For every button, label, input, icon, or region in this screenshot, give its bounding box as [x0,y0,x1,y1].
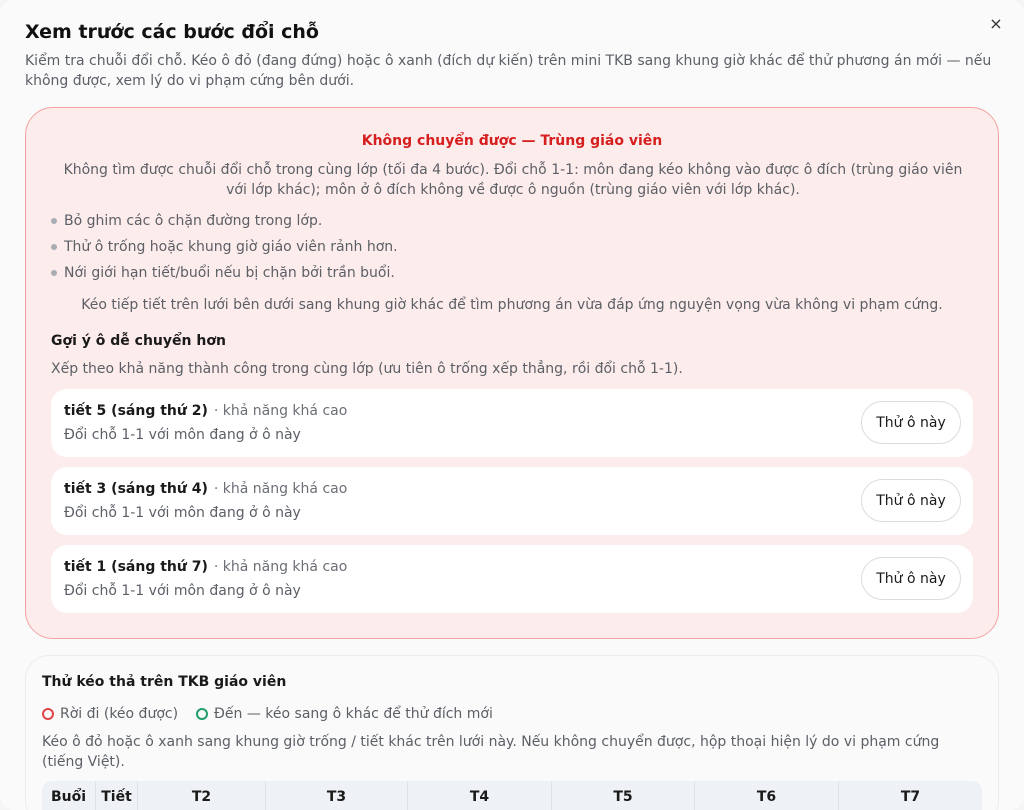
red-ring-icon [42,708,54,720]
column-header: Buổi [42,781,96,810]
drag-description: Kéo ô đỏ hoặc ô xanh sang khung giờ trống / tiết khác trên lưới này. Nếu không chuyển được, hộp thoại hiện lý do vi phạm cứng (tiếng Việt). [42,734,940,770]
suggestion-slot: tiết 1 (sáng thứ 7) [64,559,208,575]
error-tip: Bỏ ghim các ô chặn đường trong lớp. [51,211,398,237]
suggestion-method: Đổi chỗ 1-1 với môn đang ở ô này [64,583,301,599]
suggestion-likelihood: · khả năng khá cao [213,481,348,497]
dialog-description: Kiểm tra chuỗi đổi chỗ. Kéo ô đỏ (đang đứng) hoặc ô xanh (đích dự kiến) trên mini TKB sang khung giờ khác để thử phương án mới — nếu không được, xem lý do vi phạm cứng bên dưới. [25,53,992,89]
suggestion-method: Đổi chỗ 1-1 với môn đang ở ô này [64,505,301,521]
drag-test-panel [25,655,999,810]
timetable-header [42,781,982,810]
suggestions-subtitle: Xếp theo khả năng thành công trong cùng lớp (ưu tiên ô trống xếp thẳng, rồi đổi chỗ 1-1). [51,361,683,377]
suggestion-card [51,389,973,457]
error-hint: Kéo tiếp tiết trên lưới bên dưới sang khung giờ khác để tìm phương án vừa đáp ứng nguyện vọng vừa không vi phạm cứng. [81,297,943,313]
error-title: Không chuyển được — Trùng giáo viên [361,133,663,149]
suggestion-slot: tiết 3 (sáng thứ 4) [64,481,208,497]
error-tip: Thử ô trống hoặc khung giờ giáo viên rảnh hơn. [51,237,398,263]
error-tips-list [51,211,398,289]
suggestion-card [51,545,973,613]
try-slot-button[interactable]: Thử ô này [861,479,961,522]
legend-from: Rời đi (kéo được) [60,706,179,722]
error-tip: Nới giới hạn tiết/buổi nếu bị chặn bởi trần buổi. [51,263,398,289]
suggestions-title: Gợi ý ô dễ chuyển hơn [51,333,226,349]
suggestion-slot: tiết 5 (sáng thứ 2) [64,403,208,419]
try-slot-button[interactable]: Thử ô này [861,401,961,444]
column-header: T6 [695,781,839,810]
column-header: Tiết [96,781,138,810]
try-slot-button[interactable]: Thử ô này [861,557,961,600]
drag-legend [42,706,511,722]
column-header: T2 [138,781,266,810]
green-ring-icon [196,708,208,720]
suggestion-method: Đổi chỗ 1-1 với môn đang ở ô này [64,427,301,443]
drag-title: Thử kéo thả trên TKB giáo viên [42,674,287,690]
error-panel [25,107,999,639]
dialog-title: Xem trước các bước đổi chỗ [25,21,319,43]
close-icon[interactable]: × [989,14,1003,33]
suggestion-likelihood: · khả năng khá cao [213,403,348,419]
legend-to: Đến — kéo sang ô khác để thử đích mới [214,706,493,722]
suggestion-likelihood: · khả năng khá cao [213,559,348,575]
column-header: T7 [900,789,921,805]
column-header: T4 [408,781,552,810]
suggestion-card [51,467,973,535]
column-header: T5 [552,781,695,810]
error-description: Không tìm được chuỗi đổi chỗ trong cùng lớp (tối đa 4 bước). Đổi chỗ 1-1: môn đang kéo không vào được ô đích (trùng giáo viên với lớp khác); môn ở ô đích không về được ô nguồn (trùng giáo viên với lớp khác). [63,162,963,198]
column-header: T3 [266,781,408,810]
